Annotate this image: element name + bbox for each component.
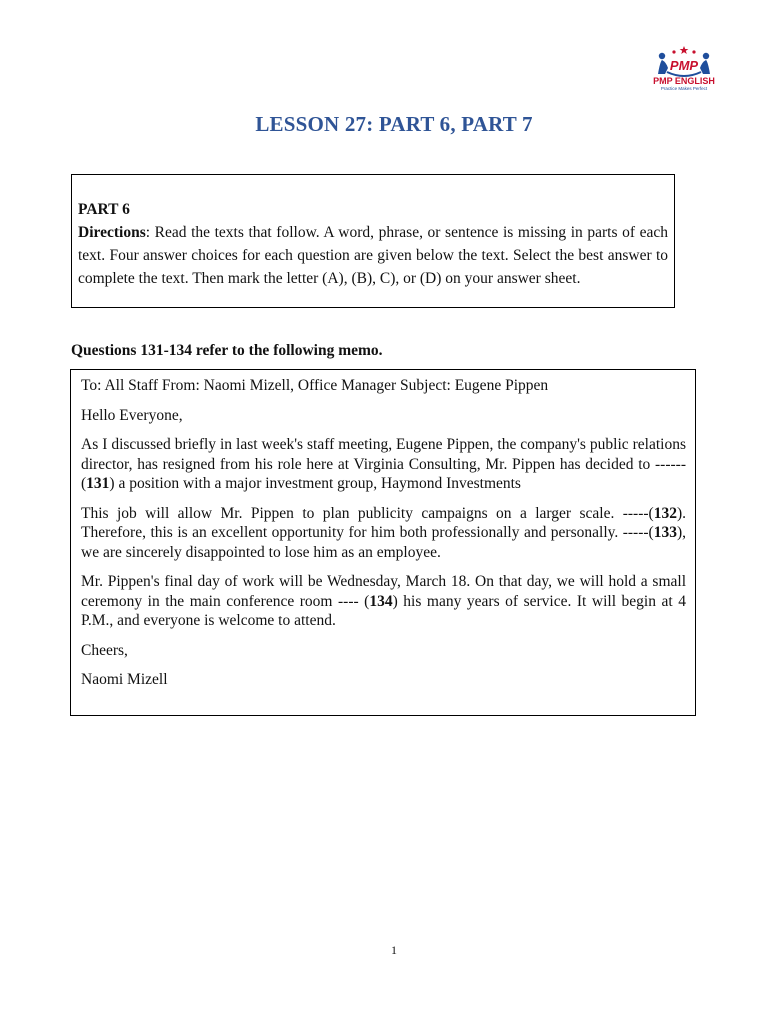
question-134-marker: 134 [369,592,393,610]
directions-paragraph [78,221,668,290]
memo-p2-text-b: ). Therefore, this is an excellent opportunity for him both professionally and personally. -----( [81,504,686,541]
directions-box [71,174,675,308]
memo-box [70,369,696,716]
memo-p3-text-a: Mr. Pippen's final day of work will be Wednesday, March 18. On that day, we will hold a small ceremony in the main conference room ---- ( [81,573,686,610]
memo-paragraph-1 [81,435,686,494]
part-label: PART 6 [78,201,130,218]
page-number: 1 [391,943,397,957]
question-133-marker: 133 [653,524,677,541]
memo-p2-text-a: This job will allow Mr. Pippen to plan publicity campaigns on a larger scale. -----( [81,504,654,522]
memo-paragraph-2 [81,504,686,563]
logo-tagline: Practice Makes Perfect [660,86,708,91]
lesson-title: LESSON 27: PART 6, PART 7 [255,112,533,136]
logo-name: PMP ENGLISH [653,76,715,86]
memo-greeting: Hello Everyone, [81,406,183,424]
svg-text:PMP: PMP [669,58,699,73]
memo-p2-text-c: ), we are sincerely disappointed to lose him as an employee. [81,524,686,561]
memo-p1-text-a: As I discussed briefly in last week's staff meeting, Eugene Pippen, the company's public relations director, has resigned from his role here at Virginia Consulting, Mr. Pippen has decided to ------ ( [81,436,686,492]
question-132-marker: 132 [653,504,677,522]
memo-header: To: All Staff From: Naomi Mizell, Office Manager Subject: Eugene Pippen [81,377,549,394]
memo-closing: Cheers, [81,641,128,659]
directions-text: : Read the texts that follow. A word, phrase, or sentence is missing in parts of each text. Four answer choices for each question are given below the text. Select the best answer to complete the text. Then mark the letter (A), (B), C), or (D) on your answer sheet. [78,224,668,287]
memo-p1-text-b: ) a position with a major investment group, Haymond Investments [109,475,521,492]
memo-signature: Naomi Mizell [81,671,168,688]
directions-label: Directions [78,224,146,241]
questions-heading: Questions 131-134 refer to the following memo. [71,342,383,359]
pmp-logo-icon [656,44,712,78]
pmp-english-logo [648,44,720,100]
question-131-marker: 131 [86,475,110,492]
memo-paragraph-3 [81,572,686,631]
memo-p3-text-b: ) his many years of service. It will begin at 4 P.M., and everyone is welcome to attend. [81,592,686,629]
